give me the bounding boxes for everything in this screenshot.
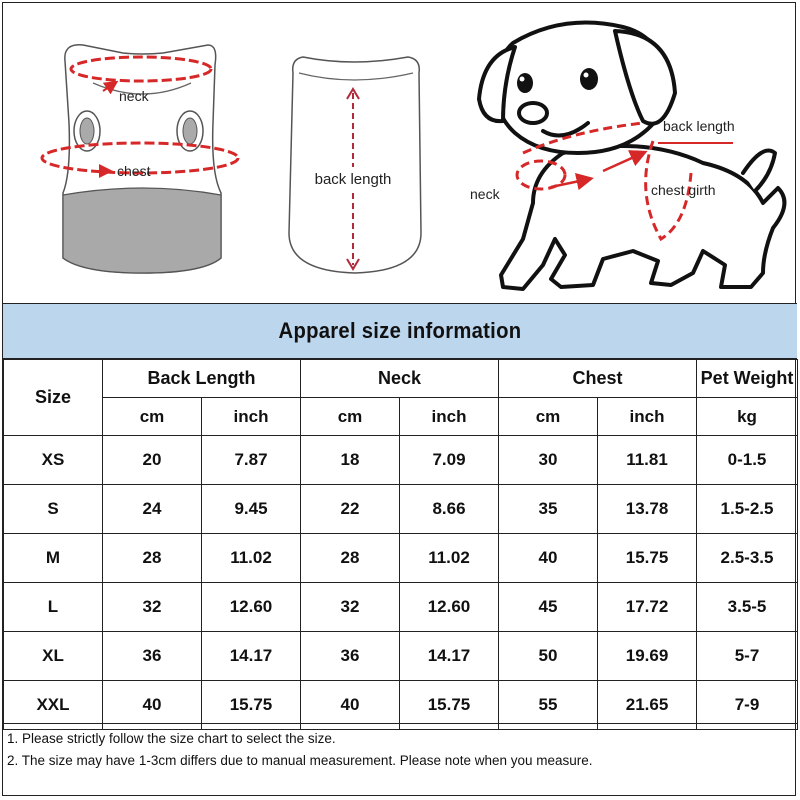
unit-header: inch	[202, 398, 301, 436]
unit-header: inch	[400, 398, 499, 436]
vest-bottom-panel	[63, 188, 221, 273]
back-length-header: Back Length	[103, 360, 301, 398]
size-cell: XS	[4, 436, 103, 485]
chest-cm-cell: 40	[499, 534, 598, 583]
pet-weight-cell: 2.5-3.5	[697, 534, 798, 583]
vest-back-length-label: back length	[314, 171, 392, 188]
unit-header: cm	[301, 398, 400, 436]
chest-cm-cell: 50	[499, 632, 598, 681]
unit-header: inch	[598, 398, 697, 436]
neck-cm-cell: 36	[301, 632, 400, 681]
note-line: 1. Please strictly follow the size chart to select the size.	[7, 731, 336, 746]
back-length-inch-cell: 15.75	[202, 681, 301, 730]
neck-cm-cell: 40	[301, 681, 400, 730]
note-line: 2. The size may have 1-3cm differs due to manual measurement. Please note when you measure.	[7, 753, 593, 768]
chest-inch-cell: 11.81	[598, 436, 697, 485]
back-length-cm-cell: 28	[103, 534, 202, 583]
chest-cm-cell: 35	[499, 485, 598, 534]
pet-weight-header: Pet Weight	[697, 360, 798, 398]
pet-weight-cell: 3.5-5	[697, 583, 798, 632]
size-cell: S	[4, 485, 103, 534]
neck-inch-cell: 14.17	[400, 632, 499, 681]
table-unit-row	[4, 398, 798, 436]
table-row	[4, 632, 798, 681]
size-header: Size	[4, 360, 103, 436]
table-row	[4, 436, 798, 485]
chest-inch-cell: 15.75	[598, 534, 697, 583]
neck-inch-cell: 7.09	[400, 436, 499, 485]
table-header-row	[4, 360, 798, 398]
pet-weight-cell: 7-9	[697, 681, 798, 730]
pet-weight-cell: 0-1.5	[697, 436, 798, 485]
chest-cm-cell: 55	[499, 681, 598, 730]
neck-cm-cell: 22	[301, 485, 400, 534]
vest-neck-label: neck	[119, 88, 149, 104]
neck-inch-cell: 11.02	[400, 534, 499, 583]
neck-cm-cell: 28	[301, 534, 400, 583]
neck-cm-cell: 32	[301, 583, 400, 632]
chest-inch-cell: 17.72	[598, 583, 697, 632]
chest-cm-cell: 30	[499, 436, 598, 485]
back-length-inch-cell: 11.02	[202, 534, 301, 583]
dog-illustration	[479, 23, 784, 289]
dog-back-length-label: back length	[663, 118, 735, 134]
back-length-cm-cell: 24	[103, 485, 202, 534]
chest-inch-cell: 21.65	[598, 681, 697, 730]
table-row	[4, 485, 798, 534]
table-row	[4, 583, 798, 632]
neck-inch-cell: 12.60	[400, 583, 499, 632]
back-length-cm-cell: 20	[103, 436, 202, 485]
vest-back-illustration	[289, 57, 421, 273]
page-title: Apparel size information	[278, 318, 522, 343]
back-length-inch-cell: 9.45	[202, 485, 301, 534]
neck-header: Neck	[301, 360, 499, 398]
chest-header: Chest	[499, 360, 697, 398]
unit-header: kg	[697, 398, 798, 436]
chest-inch-cell: 13.78	[598, 485, 697, 534]
back-length-inch-cell: 7.87	[202, 436, 301, 485]
chest-inch-cell: 19.69	[598, 632, 697, 681]
pet-weight-cell: 1.5-2.5	[697, 485, 798, 534]
back-length-inch-cell: 14.17	[202, 632, 301, 681]
table-row	[4, 534, 798, 583]
neck-inch-cell: 8.66	[400, 485, 499, 534]
dog-chest-girth-label: chest girth	[651, 182, 716, 198]
size-cell: XXL	[4, 681, 103, 730]
unit-header: cm	[499, 398, 598, 436]
back-length-cm-cell: 36	[103, 632, 202, 681]
neck-inch-cell: 15.75	[400, 681, 499, 730]
back-length-inch-cell: 12.60	[202, 583, 301, 632]
vest-front-illustration	[42, 45, 238, 273]
unit-header: cm	[103, 398, 202, 436]
pet-weight-cell: 5-7	[697, 632, 798, 681]
size-cell: L	[4, 583, 103, 632]
measurement-illustrations	[3, 3, 797, 303]
back-length-cm-cell: 32	[103, 583, 202, 632]
title-bar	[3, 303, 797, 359]
back-length-cm-cell: 40	[103, 681, 202, 730]
neck-cm-cell: 18	[301, 436, 400, 485]
size-cell: XL	[4, 632, 103, 681]
size-table	[3, 359, 798, 730]
notes	[3, 723, 797, 797]
size-cell: M	[4, 534, 103, 583]
vest-chest-label: chest	[117, 163, 151, 179]
chest-cm-cell: 45	[499, 583, 598, 632]
size-chart-frame	[2, 2, 796, 796]
dog-neck-label: neck	[470, 186, 500, 202]
